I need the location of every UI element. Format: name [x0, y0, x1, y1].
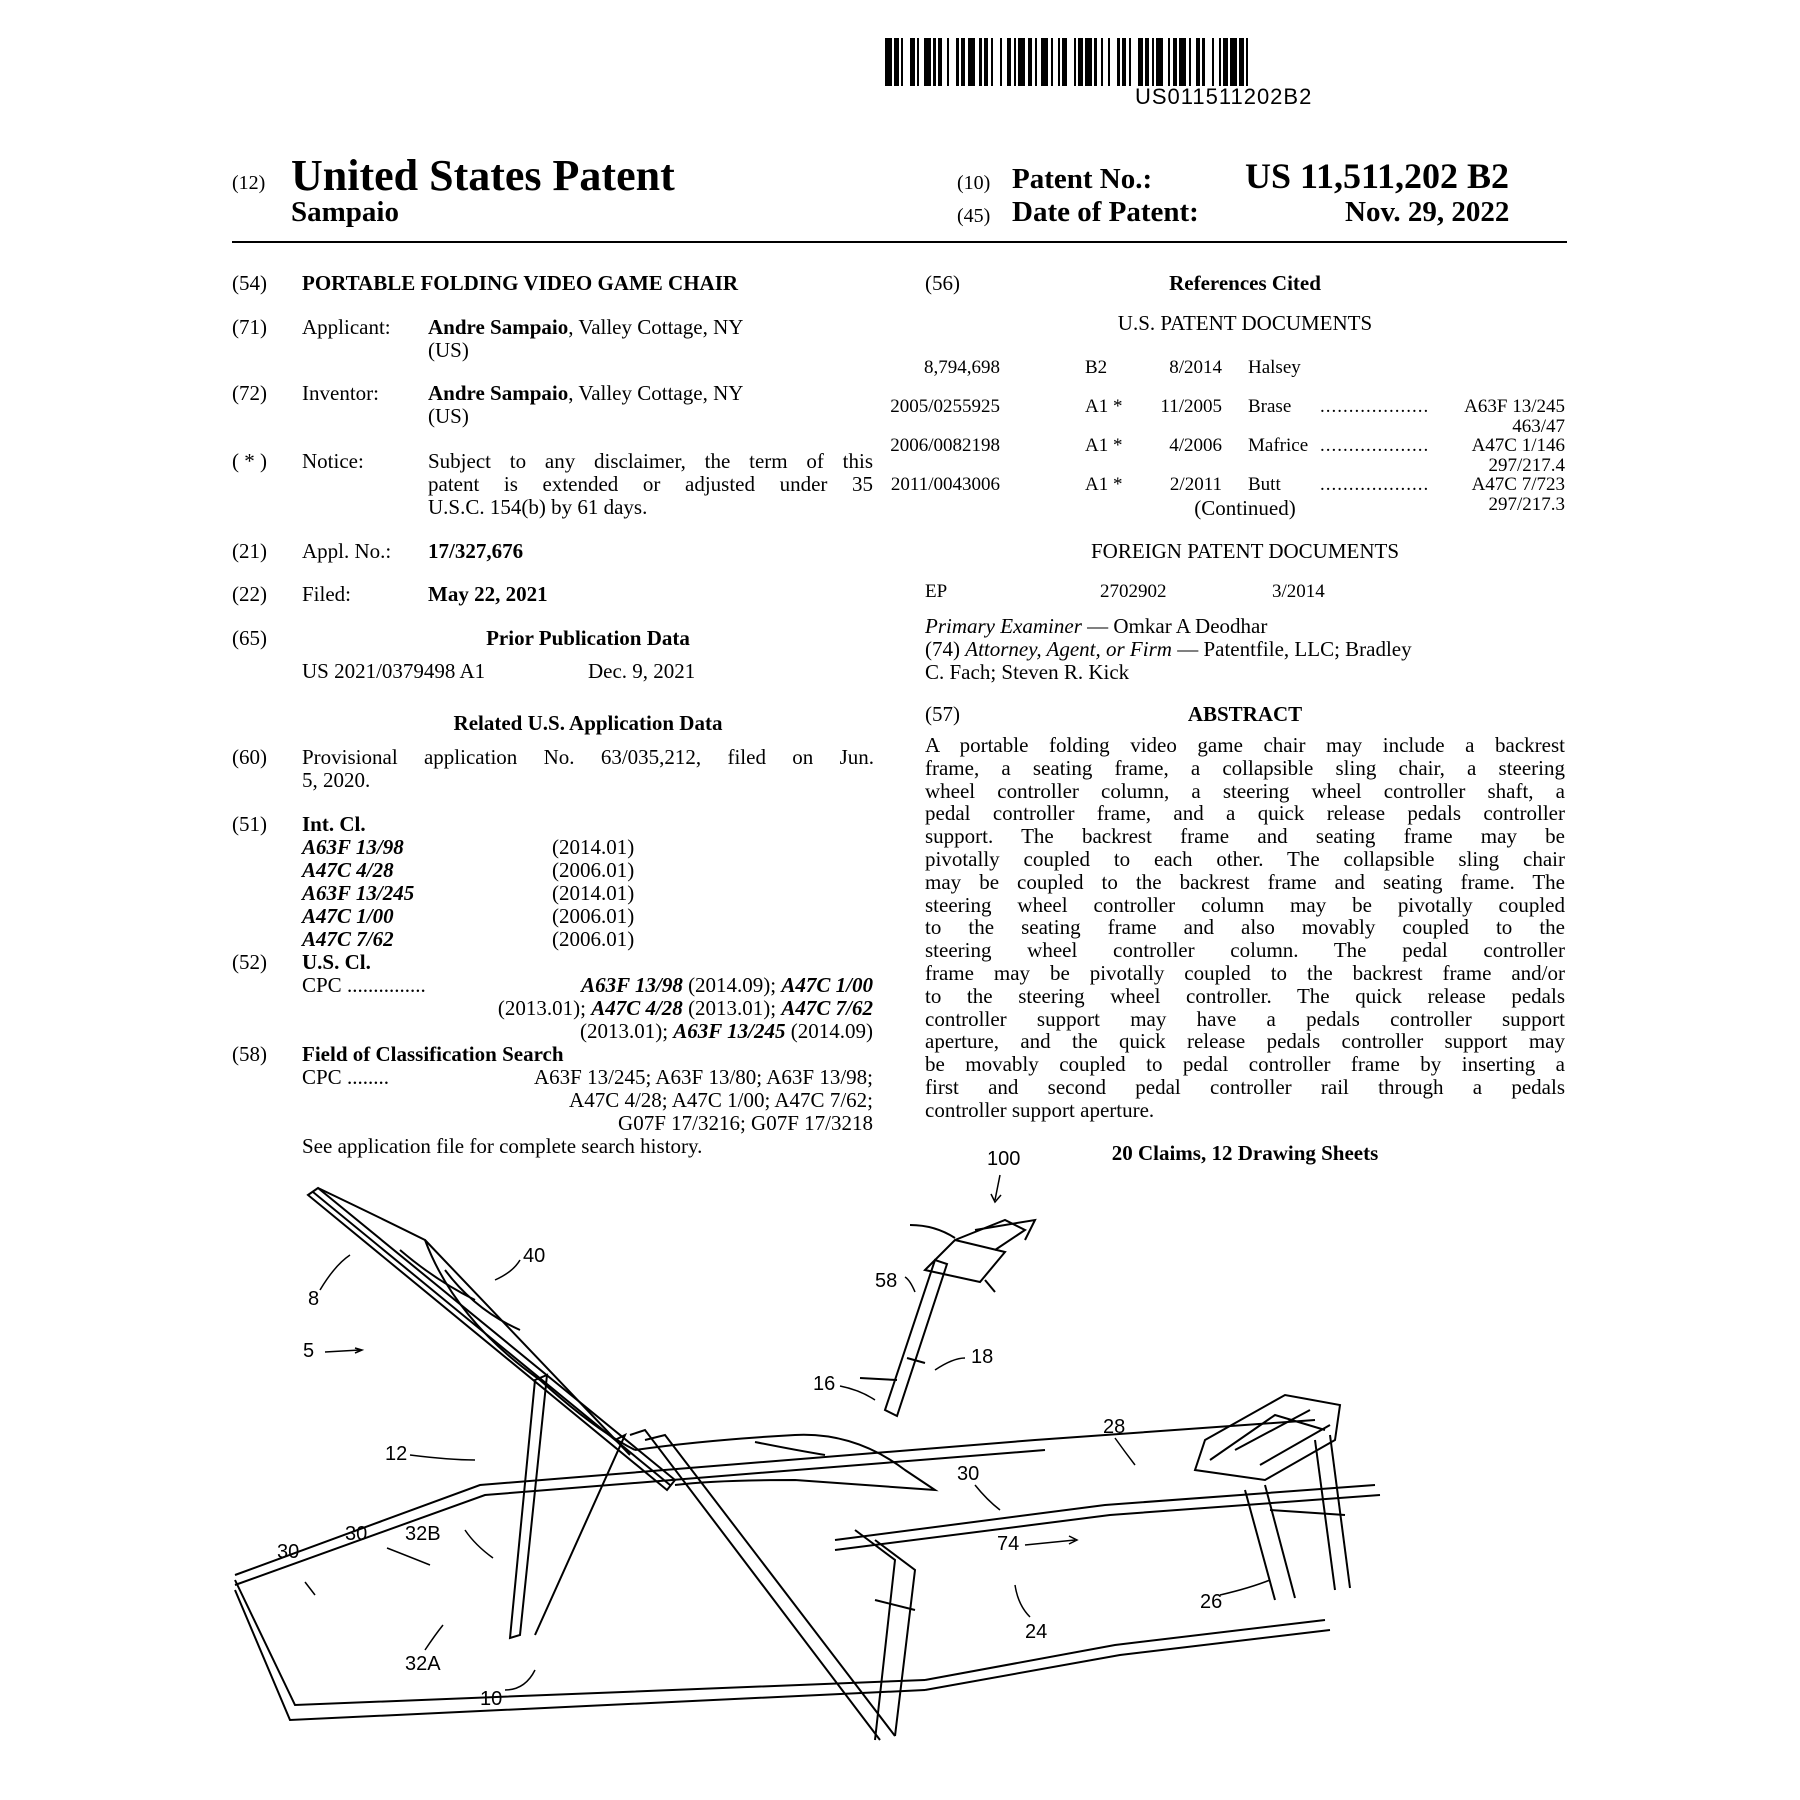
code-51: (51): [232, 812, 267, 836]
appl-no: 17/327,676: [428, 539, 524, 563]
reference-name: Brase: [1248, 396, 1292, 417]
notice-line: U.S.C. 154(b) by 61 days.: [428, 495, 648, 519]
reference-date: 11/2005: [1160, 396, 1222, 417]
abstract-line: first and second pedal controller rail through a pedals: [925, 1075, 1565, 1099]
us-cl-label: U.S. Cl.: [302, 950, 371, 974]
barcode-bar: [1122, 38, 1127, 86]
ref-label: 18: [971, 1346, 994, 1368]
code-52: (52): [232, 950, 267, 974]
date-label: Date of Patent:: [1012, 196, 1199, 228]
barcode-bar: [901, 38, 903, 86]
inventor-name: Andre Sampaio: [428, 381, 569, 405]
code-74: (74): [925, 637, 960, 661]
code-45: (45): [957, 205, 991, 227]
barcode-bar: [933, 38, 935, 86]
barcode-bar: [961, 38, 966, 86]
abstract-line: steering wheel controller column. The pedal controller: [925, 938, 1565, 963]
barcode-bar: [979, 38, 981, 86]
barcode-bar: [1000, 38, 1002, 86]
patent-no-label: Patent No.:: [1012, 163, 1153, 195]
us-cl-line1: [581, 974, 873, 997]
code-57: (57): [925, 702, 960, 726]
inventor-surname: Sampaio: [291, 196, 399, 228]
barcode-bar: [984, 38, 989, 86]
barcode-bar: [1058, 38, 1060, 86]
reference-labels: [277, 1148, 1222, 1710]
cpc-version: (2014.09): [785, 1019, 873, 1043]
reference-cls: A63F 13/245: [1464, 396, 1565, 417]
prior-publication-number: US 2021/0379498 A1: [302, 659, 486, 683]
inventor-line1: [428, 382, 743, 405]
barcode-bar: [1168, 38, 1170, 86]
int-cl-class: A47C 4/28: [302, 858, 394, 882]
int-cl-version: (2006.01): [552, 927, 635, 951]
provisional-line: 5, 2020.: [302, 768, 371, 792]
cpc-version: (2013.01);: [497, 996, 592, 1020]
appl-no-label: Appl. No.:: [302, 539, 392, 563]
abstract-line: wheel controller column, a steering wheel controller shaft, a: [925, 778, 1565, 803]
barcode: [885, 38, 1567, 86]
barcode-bar: [1074, 38, 1076, 86]
ref-label: 10: [480, 1688, 503, 1710]
barcode-bar: [968, 38, 975, 86]
barcode-bar: [1179, 38, 1186, 86]
barcode-bar: [1035, 38, 1037, 86]
reference-name: Butt: [1248, 474, 1281, 495]
related-data-heading: Related U.S. Application Data: [453, 711, 723, 735]
barcode-bar: [947, 38, 949, 86]
barcode-bar: [1189, 38, 1191, 86]
cpc-class: A47C 1/00: [781, 973, 873, 997]
prior-publication-heading: Prior Publication Data: [486, 626, 690, 650]
field-search-line: A47C 4/28; A47C 1/00; A47C 7/62;: [569, 1088, 873, 1112]
reference-num: 8,794,698: [924, 357, 1000, 378]
search-history-note: See application file for complete search history.: [302, 1134, 703, 1158]
applicant-line1: [428, 316, 743, 339]
barcode-bar: [1202, 38, 1204, 86]
invention-title: PORTABLE FOLDING VIDEO GAME CHAIR: [302, 271, 739, 295]
attorney-names: — Patentfile, LLC; Bradley: [1171, 637, 1412, 661]
abstract-line: pivotally coupled to each other. The collapsible sling chair: [925, 847, 1565, 871]
attorney-line1: [925, 638, 1412, 661]
barcode-bar: [938, 38, 943, 86]
cpc-version: (2013.01);: [682, 996, 782, 1020]
barcode-bar: [1219, 38, 1221, 86]
cpc-text: CPC: [302, 1065, 342, 1089]
int-cl-label: Int. Cl.: [302, 812, 366, 836]
patent-title: United States Patent: [291, 151, 675, 200]
barcode-bar: [1145, 38, 1150, 86]
abstract-line: A portable folding video game chair may include a backrest: [925, 733, 1565, 757]
code-72: (72): [232, 381, 267, 405]
inventor-line2: (US): [428, 404, 469, 428]
barcode-bar: [1014, 38, 1016, 86]
reference-leader-dots: ...................: [1320, 474, 1430, 495]
field-search-label: Field of Classification Search: [302, 1042, 564, 1066]
patent-number: US 11,511,202 B2: [1245, 156, 1510, 196]
int-cl-version: (2014.01): [552, 881, 635, 905]
ref-label: 30: [277, 1541, 300, 1563]
foreign-number: 2702902: [1100, 581, 1167, 602]
int-cl-class: A47C 7/62: [302, 927, 394, 951]
ref-label: 5: [303, 1340, 315, 1362]
barcode-bar: [1196, 38, 1201, 86]
barcode-bar: [1173, 38, 1178, 86]
claims-summary: 20 Claims, 12 Drawing Sheets: [1111, 1141, 1379, 1165]
reference-subclass: 463/47: [1512, 416, 1565, 437]
barcode-bar: [1138, 38, 1143, 86]
barcode-bar: [1007, 38, 1012, 86]
reference-cls: A47C 1/146: [1471, 435, 1565, 456]
ref-label: 74: [997, 1533, 1020, 1555]
barcode-bar: [924, 38, 931, 86]
foreign-country: EP: [925, 581, 948, 602]
patent-date: Nov. 29, 2022: [1345, 196, 1510, 228]
abstract-line: controller support aperture.: [925, 1097, 1155, 1122]
notice-label: Notice:: [302, 449, 364, 473]
abstract-line: pedal controller frame, and a quick release pedals controller: [925, 801, 1565, 826]
int-cl-class: A63F 13/98: [302, 835, 404, 859]
reference-row: [890, 435, 1565, 476]
abstract-line: be movably coupled to pedal controller frame by inserting a: [925, 1052, 1565, 1077]
code-60: (60): [232, 745, 267, 769]
barcode-bar: [1108, 38, 1110, 86]
attorney-line2: C. Fach; Steven R. Kick: [925, 660, 1130, 684]
barcode-bar: [1230, 38, 1237, 86]
code-10: (10): [957, 172, 991, 194]
abstract-line: to the seating frame and also movably coupled to the: [925, 915, 1565, 940]
cpc-class: A63F 13/245: [673, 1019, 786, 1043]
reference-row: [925, 357, 1565, 379]
code-71: (71): [232, 315, 267, 339]
header-rule: [232, 241, 1567, 243]
ref-label: 32B: [405, 1523, 441, 1545]
int-cl-version: (2006.01): [552, 858, 635, 882]
barcode-bar: [1101, 38, 1103, 86]
cpc-class: A47C 4/28: [591, 996, 683, 1020]
reference-date: 8/2014: [1169, 357, 1222, 378]
notice-line: Subject to any disclaimer, the term of this: [428, 449, 873, 473]
ref-label: 16: [813, 1373, 836, 1395]
abstract-line: frame may be pivotally coupled to the backrest frame and/or: [925, 961, 1565, 985]
reference-row: [890, 396, 1565, 437]
us-cl-line3: [580, 1020, 873, 1043]
cpc-version: (2013.01);: [579, 1019, 674, 1043]
barcode-bar: [1117, 38, 1119, 86]
int-cl-class: A47C 1/00: [302, 904, 394, 928]
int-cl-version: (2014.01): [552, 835, 635, 859]
foreign-date: 3/2014: [1272, 581, 1325, 602]
barcode-bar: [910, 38, 915, 86]
barcode-bar: [1239, 38, 1244, 86]
inventor-location: , Valley Cottage, NY: [568, 381, 744, 405]
barcode-bar: [885, 38, 892, 86]
abstract-heading: ABSTRACT: [1187, 702, 1303, 726]
reference-date: 4/2006: [1169, 435, 1222, 456]
notice-line: patent is extended or adjusted under 35: [428, 472, 873, 496]
examiner-name: — Omkar A Deodhar: [1081, 614, 1268, 638]
references-heading: References Cited: [1169, 271, 1321, 295]
ref-label: 30: [345, 1523, 368, 1545]
barcode-bar: [1129, 38, 1131, 86]
barcode-bar: [1028, 38, 1033, 86]
reference-name: Halsey: [1248, 357, 1301, 378]
barcode-bar: [1041, 38, 1048, 86]
attorney-label: Attorney, Agent, or Firm: [965, 637, 1172, 661]
inventor-label: Inventor:: [302, 381, 379, 405]
code-58: (58): [232, 1042, 267, 1066]
applicant-location: , Valley Cottage, NY: [568, 315, 744, 339]
barcode-bar: [1085, 38, 1092, 86]
abstract-line: frame, a seating frame, a collapsible sling chair, a steering: [925, 755, 1565, 780]
barcode-bar: [991, 38, 993, 86]
reference-subclass: 297/217.4: [1488, 455, 1565, 476]
code-54: (54): [232, 271, 267, 295]
cpc-class: A47C 7/62: [781, 996, 873, 1020]
reference-kind: A1 *: [1085, 474, 1123, 495]
abstract-line: to the steering wheel controller. The quick release pedals: [925, 983, 1565, 1008]
reference-kind: A1 *: [1085, 396, 1123, 417]
applicant-label: Applicant:: [302, 315, 391, 339]
reference-kind: A1 *: [1085, 435, 1123, 456]
code-21: (21): [232, 539, 267, 563]
examiner-label: Primary Examiner: [925, 614, 1082, 638]
barcode-number: US011511202B2: [1135, 84, 1313, 109]
reference-name: Mafrice: [1248, 435, 1309, 456]
field-search-cpc: CPC ........: [302, 1065, 389, 1089]
continued-note: (Continued): [1194, 496, 1296, 520]
reference-num: 2006/0082198: [890, 435, 1000, 456]
reference-leader-dots: ...................: [1320, 435, 1430, 456]
int-cl-class: A63F 13/245: [302, 881, 415, 905]
barcode-bar: [1223, 38, 1228, 86]
leader-lines: [305, 1175, 1270, 1690]
provisional-line: Provisional application No. 63/035,212, filed on Jun.: [302, 745, 874, 769]
field-search-line: G07F 17/3216; G07F 17/3218: [618, 1111, 873, 1135]
barcode-bar: [1152, 38, 1154, 86]
ref-label: 58: [875, 1270, 898, 1292]
ref-label: 24: [1025, 1621, 1048, 1643]
ref-label: 40: [523, 1245, 546, 1267]
foreign-docs-heading: FOREIGN PATENT DOCUMENTS: [1090, 539, 1400, 563]
filed-date: May 22, 2021: [428, 582, 548, 606]
cpc-class: A63F 13/98: [581, 973, 683, 997]
abstract-line: support. The backrest frame and seating frame may be: [925, 824, 1565, 849]
barcode-bar: [917, 38, 919, 86]
barcode-bar: [956, 38, 958, 86]
barcode-bar: [1078, 38, 1083, 86]
ref-label: 26: [1200, 1591, 1223, 1613]
ref-label: 8: [308, 1288, 320, 1310]
barcode-bar: [894, 38, 899, 86]
primary-examiner: [925, 615, 1267, 638]
us-cl-line2: [498, 997, 873, 1020]
code-56: (56): [925, 271, 960, 295]
barcode-bar: [1062, 38, 1067, 86]
abstract-line: aperture, and the quick release pedals controller support may: [925, 1029, 1565, 1054]
reference-num: 2011/0043006: [890, 474, 1000, 495]
barcode-bar: [1156, 38, 1163, 86]
prior-publication-date: Dec. 9, 2021: [588, 659, 696, 683]
code-65: (65): [232, 626, 267, 650]
int-cl-version: (2006.01): [552, 904, 635, 928]
cpc-text: CPC: [302, 973, 342, 997]
applicant-name: Andre Sampaio: [428, 315, 569, 339]
abstract-line: may be coupled to the backrest frame and seating frame. The: [925, 869, 1565, 894]
reference-kind: B2: [1085, 357, 1108, 378]
notice-code: ( * ): [232, 449, 267, 473]
code-12: (12): [232, 172, 266, 194]
reference-subclass: 297/217.3: [1488, 494, 1565, 515]
reference-leader-dots: ...................: [1320, 396, 1430, 417]
ref-label: 12: [385, 1443, 408, 1465]
barcode-bar: [1212, 38, 1214, 86]
abstract-line: controller support may have a pedals controller support: [925, 1006, 1565, 1031]
barcode-bar: [1018, 38, 1025, 86]
reference-cls: A47C 7/723: [1471, 474, 1565, 495]
us-cl-cpc-label: CPC ...............: [302, 973, 426, 997]
reference-date: 2/2011: [1169, 474, 1222, 495]
filed-label: Filed:: [302, 582, 352, 606]
barcode-bar: [1051, 38, 1053, 86]
ref-label: 100: [987, 1148, 1021, 1170]
ref-label: 30: [957, 1463, 980, 1485]
us-patent-docs-heading: U.S. PATENT DOCUMENTS: [1117, 311, 1373, 335]
field-search-line: A63F 13/245; A63F 13/80; A63F 13/98;: [534, 1065, 873, 1089]
barcode-bar: [1094, 38, 1096, 86]
code-22: (22): [232, 582, 267, 606]
ref-label: 32A: [405, 1653, 441, 1675]
abstract-line: steering wheel controller column may be pivotally coupled: [925, 892, 1565, 917]
cpc-version: (2014.09);: [682, 973, 782, 997]
ref-label: 28: [1103, 1416, 1126, 1438]
barcode-bar: [1246, 38, 1248, 86]
reference-num: 2005/0255925: [890, 396, 1000, 417]
applicant-line2: (US): [428, 338, 469, 362]
